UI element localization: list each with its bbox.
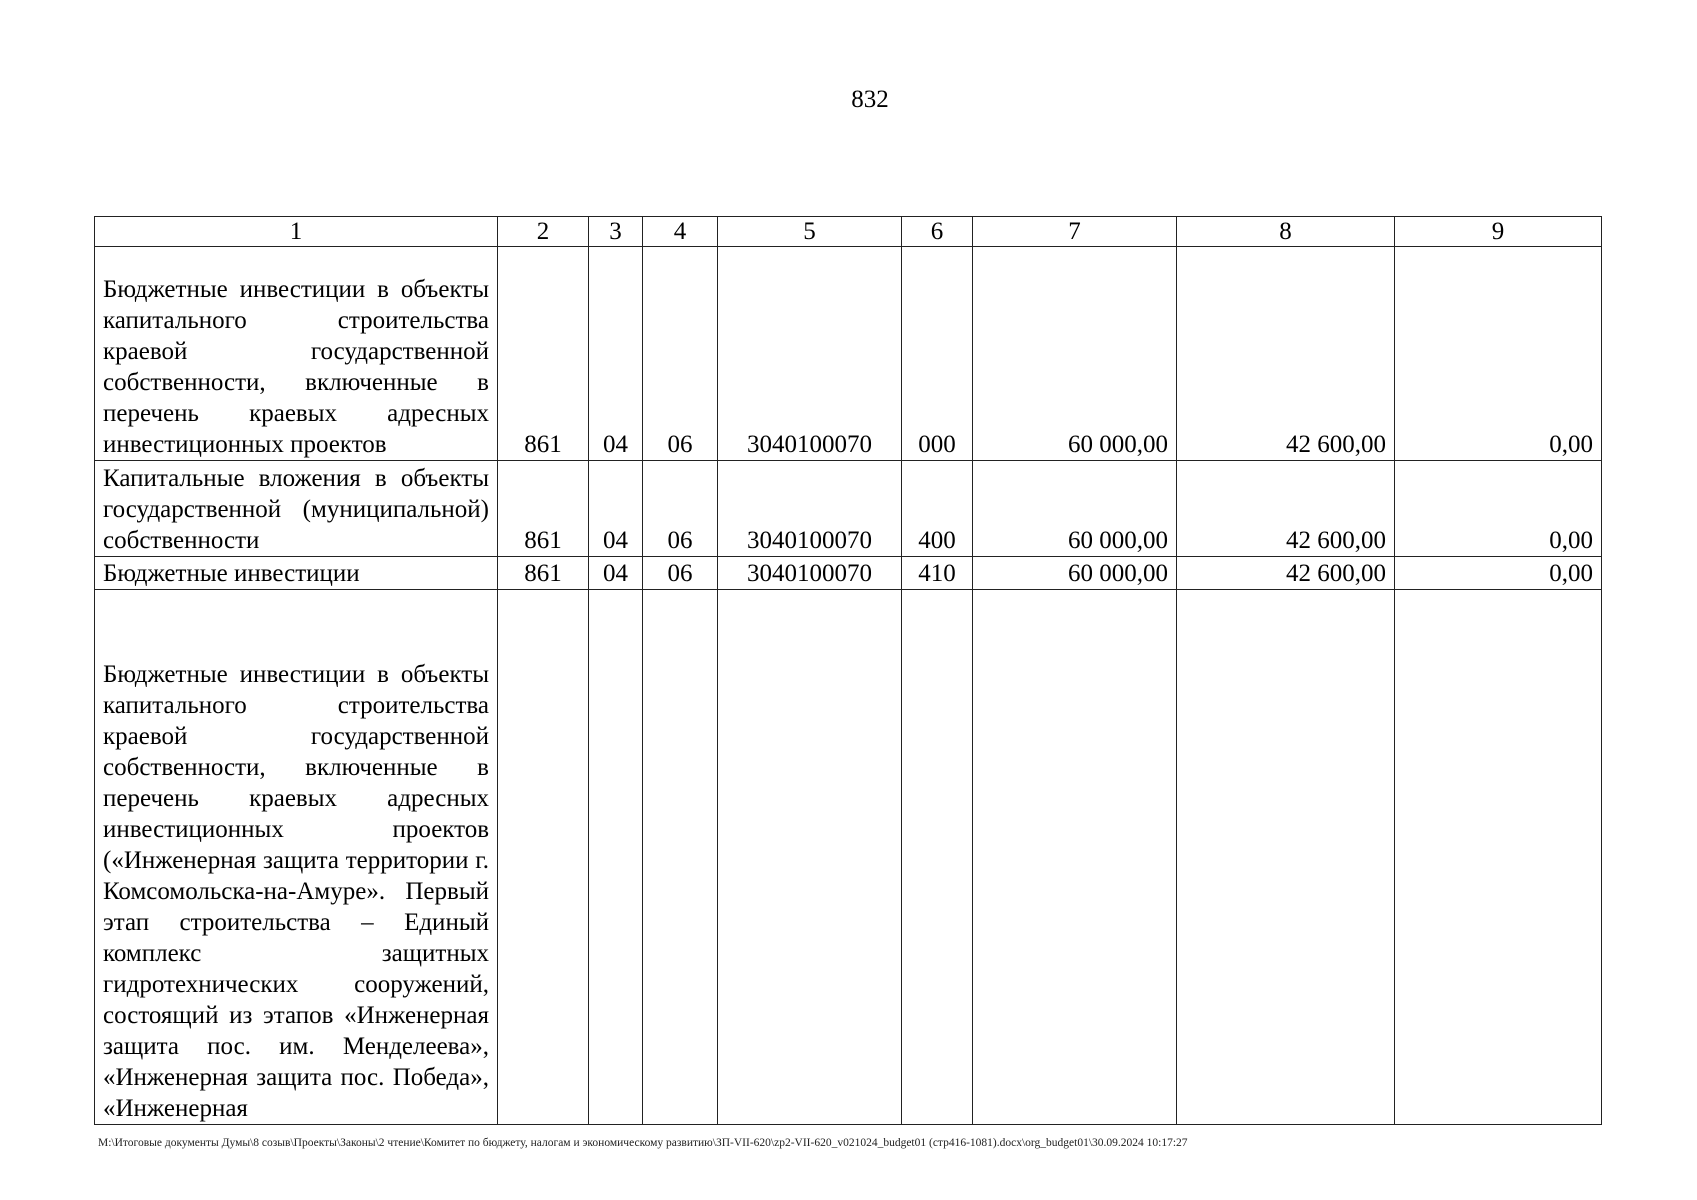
cell-amount-7 bbox=[973, 590, 1177, 1125]
table-header-row bbox=[95, 217, 1602, 247]
cell-expense-type: 000 bbox=[902, 247, 973, 461]
cell-amount-7: 60 000,00 bbox=[973, 247, 1177, 461]
row-name: Бюджетные инвестиции bbox=[103, 560, 360, 587]
cell-subsection: 06 bbox=[643, 247, 718, 461]
cell-target-article: 3040100070 bbox=[718, 247, 902, 461]
row-name: Бюджетные инвестиции в объекты капитального строительства краевой государственной собственности, включенные в перечень краевых адресных инвестиционных проектов («Инженерная защита территории г. Комсомольска-на-Амуре». Первый этап строительства – Единый комплекс защитных гидротехнических сооружений, состоящий из этапов «Инженерная защита пос. им. Менделеева», «Инженерная защита пос. Победа», «Инженерная bbox=[103, 661, 489, 1122]
cell-amount-7: 60 000,00 bbox=[973, 557, 1177, 590]
cell-expense-type: 400 bbox=[902, 461, 973, 557]
cell-code: 861 bbox=[498, 247, 589, 461]
cell-subsection: 06 bbox=[643, 461, 718, 557]
cell-amount-8: 42 600,00 bbox=[1177, 557, 1395, 590]
cell-target-article: 3040100070 bbox=[718, 557, 902, 590]
table-row bbox=[95, 461, 1602, 557]
cell-amount-9: 0,00 bbox=[1395, 461, 1602, 557]
cell-section bbox=[589, 590, 643, 1125]
cell-code: 861 bbox=[498, 461, 589, 557]
table-row bbox=[95, 557, 1602, 590]
file-path-footer: M:\Итоговые документы Думы\8 созыв\Проекты\Законы\2 чтение\Комитет по бюджету, налогам и экономическому развитию\ЗП-VII-620\zp2-VII-620_v021024_budget01 (стр416-1081).docx\org_budget01\30.09.2024 10:17:27 bbox=[98, 1137, 1188, 1149]
table-row bbox=[95, 590, 1602, 1125]
budget-table bbox=[94, 216, 1602, 1125]
column-header: 4 bbox=[643, 217, 718, 247]
cell-target-article: 3040100070 bbox=[718, 461, 902, 557]
cell-target-article bbox=[718, 590, 902, 1125]
column-header: 8 bbox=[1177, 217, 1395, 247]
cell-expense-type bbox=[902, 590, 973, 1125]
cell-subsection bbox=[643, 590, 718, 1125]
column-header: 5 bbox=[718, 217, 902, 247]
cell-amount-8 bbox=[1177, 590, 1395, 1125]
cell-section: 04 bbox=[589, 557, 643, 590]
cell-amount-7: 60 000,00 bbox=[973, 461, 1177, 557]
cell-amount-8: 42 600,00 bbox=[1177, 461, 1395, 557]
cell-amount-9: 0,00 bbox=[1395, 247, 1602, 461]
row-name: Капитальные вложения в объекты государственной (муниципальной) собственности bbox=[103, 465, 489, 554]
cell-code bbox=[498, 590, 589, 1125]
cell-amount-9 bbox=[1395, 590, 1602, 1125]
column-header: 7 bbox=[973, 217, 1177, 247]
column-header: 3 bbox=[589, 217, 643, 247]
page-number: 832 bbox=[851, 86, 889, 113]
row-name-cell bbox=[95, 247, 498, 461]
cell-section: 04 bbox=[589, 461, 643, 557]
column-header: 2 bbox=[498, 217, 589, 247]
cell-code: 861 bbox=[498, 557, 589, 590]
cell-section: 04 bbox=[589, 247, 643, 461]
row-name-cell bbox=[95, 557, 498, 590]
column-header: 1 bbox=[95, 217, 498, 247]
row-name-cell bbox=[95, 461, 498, 557]
row-name-cell bbox=[95, 590, 498, 1125]
cell-subsection: 06 bbox=[643, 557, 718, 590]
cell-amount-9: 0,00 bbox=[1395, 557, 1602, 590]
cell-expense-type: 410 bbox=[902, 557, 973, 590]
table-row bbox=[95, 247, 1602, 461]
column-header: 6 bbox=[902, 217, 973, 247]
cell-amount-8: 42 600,00 bbox=[1177, 247, 1395, 461]
column-header: 9 bbox=[1395, 217, 1602, 247]
row-name: Бюджетные инвестиции в объекты капитального строительства краевой государственной собственности, включенные в перечень краевых адресных инвестиционных проектов bbox=[103, 276, 489, 458]
